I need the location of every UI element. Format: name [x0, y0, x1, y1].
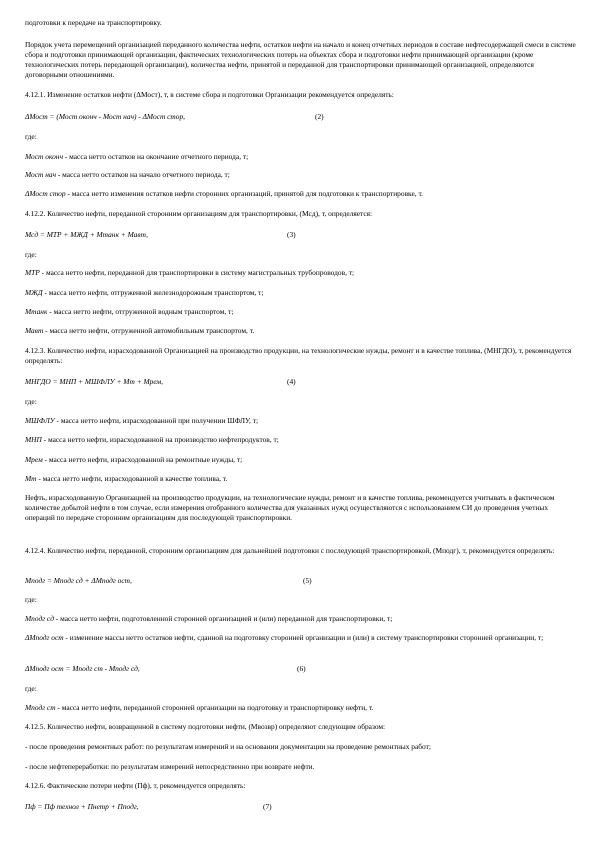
definition-p12: [25, 326, 577, 336]
definition-symbol: Мтанк: [25, 307, 48, 316]
paragraph-p19: Нефть, израсходованную Организацией на производство продукции, на технологические нужды, ремонт и в качестве топлива, рекомендуется учитывать в фактическом количестве добытой нефти в том случае, если измерения отобранного количества для указанных нужд осуществляются с использованием СИ до проведения учетных операций по передаче сторонним организациям для последующей транспортировки.: [25, 493, 555, 522]
definition-p10: [25, 288, 577, 298]
paragraph-p8: где:: [25, 250, 37, 259]
definition-text: - масса нетто изменения остатков нефти сторонних организаций, принятой для подготовки к транспортировке, т.: [65, 189, 423, 198]
definition-p22: [25, 614, 577, 624]
definition-symbol: Мавт: [25, 326, 44, 335]
definition-text: - масса нетто нефти, израсходованной в качестве топлива, т.: [36, 474, 228, 483]
formula-number: (6): [297, 664, 306, 673]
definition-p25: [25, 703, 577, 713]
definition-symbol: ΔМост стор: [25, 189, 66, 198]
definition-text: - масса нетто нефти, израсходованной на ремонтные нужды, т;: [42, 455, 243, 464]
definition-text: - масса нетто нефти, переданной для транспортировки в систему магистральных трубопроводов, т;: [39, 268, 355, 277]
definition-p4: [25, 152, 577, 162]
definition-p23: [25, 633, 577, 643]
formula-text: ΔМподг ост = Мподг ст - Мподг сд,: [25, 664, 140, 673]
paragraph-p14: где:: [25, 397, 37, 406]
formula-number: (3): [287, 230, 296, 239]
paragraph-p21: где:: [25, 595, 37, 604]
definition-p5: [25, 170, 577, 180]
definition-text: - масса нетто нефти, отгруженной железнодорожным транспортом, т;: [42, 288, 264, 297]
definition-p9: [25, 268, 577, 278]
definition-symbol: МШФЛУ: [25, 416, 55, 425]
formula-text: МНГДО = МНП + МШФЛУ + Мт + Мрем,: [25, 377, 163, 386]
definition-text: - масса нетто нефти, отгруженной автомобильным транспортом, т.: [43, 326, 255, 335]
formula-number: (5): [303, 576, 312, 585]
paragraph-p3: где:: [25, 132, 37, 141]
formula-number: (4): [287, 377, 296, 386]
definition-text: - масса нетто нефти, подготовленной сторонней организацией и (или) переданной для транспортировки, т;: [53, 614, 393, 623]
definition-symbol: МТР: [25, 268, 40, 277]
paragraph-p0: подготовки к передаче на транспортировку.: [25, 18, 162, 27]
formula-f23: [25, 664, 577, 674]
formula-f20: [25, 576, 577, 586]
definition-p18: [25, 474, 577, 484]
formula-number: (2): [315, 112, 324, 121]
definition-p17: [25, 455, 577, 465]
definition-symbol: Мрем: [25, 455, 43, 464]
paragraph-p2: 4.12.1. Изменение остатков нефти (ΔМост), т, в системе сбора и подготовки Организации рекомендуется определять:: [25, 90, 394, 99]
paragraph-p13: 4.12.3. Количество нефти, израсходованной Организацией на производство продукции, на технологические нужды, ремонт и в качестве топлива, (МНГДО), т, рекомендуется определять:: [25, 346, 572, 365]
paragraph-p28: - после нефтепереработки: по результатам измерений непосредственно при возврате нефти.: [25, 762, 315, 771]
formula-text: ΔМост = (Мост оконч - Мост нач) - ΔМост стор,: [25, 112, 185, 121]
definition-symbol: Мподг ст: [25, 703, 56, 712]
formula-number: (7): [263, 802, 272, 811]
definition-p15: [25, 416, 577, 426]
definition-text: - изменение массы нетто остатков нефти, сданной на подготовку сторонней организации и (или) в систему транспортировки сторонней организации, т;: [63, 633, 544, 642]
paragraph-p24: где:: [25, 684, 37, 693]
definition-symbol: Мост оконч: [25, 152, 63, 161]
definition-p16: [25, 435, 577, 445]
paragraph-p26: 4.12.5. Количество нефти, возвращенной в систему подготовки нефти, (Мвозвр) определяют следующим образом:: [25, 722, 386, 731]
definition-symbol: ΔМподг ост: [25, 633, 64, 642]
definition-text: - масса нетто нефти, переданной сторонней организации на подготовку и транспортировку нефти, т.: [55, 703, 374, 712]
definition-text: - масса нетто нефти, отгруженной водным транспортом, т;: [47, 307, 234, 316]
paragraph-p27: - после проведения ремонтных работ: по результатам измерений и на основании документации на проведение ремонтных работ;: [25, 742, 431, 751]
paragraph-p7: 4.12.2. Количество нефти, переданной сторонним организациям для транспортировки, (Мсд), т, определяется:: [25, 209, 373, 218]
definition-p11: [25, 307, 577, 317]
definition-text: - масса нетто остатков на окончание отчетного периода, т;: [62, 152, 249, 161]
paragraph-p20: 4.12.4. Количество нефти, переданной, сторонним организациям для дальнейшей подготовки с последующей транспортировкой, (Мподг), т, рекомендуется определять:: [25, 546, 555, 555]
formula-f2: [25, 112, 577, 122]
definition-symbol: МНП: [25, 435, 42, 444]
definition-text: - масса нетто остатков на начало отчетного периода, т;: [56, 170, 230, 179]
formula-f13: [25, 377, 577, 387]
definition-symbol: МЖД: [25, 288, 43, 297]
definition-p6: [25, 189, 577, 199]
paragraph-p29: 4.12.6. Фактические потери нефти (Пф), т, рекомендуется определять:: [25, 781, 246, 790]
definition-symbol: Мт: [25, 474, 37, 483]
paragraph-p1: Порядок учета перемещений организацией переданного количества нефти, остатков нефти на начало и конец отчетных периодов в составе нефтесодержащей смеси в системе сбора и подготовки принимающей организации, фактических технологических потерь на объектах сбора и подготовки нефти принимающей организации (кроме технологических потерь передающей организации), количества нефти, принятой и переданной для транспортировки принимающей организацией, определяются договорными отношениями.: [25, 40, 576, 79]
definition-symbol: Мподг сд: [25, 614, 54, 623]
formula-f7: [25, 230, 577, 240]
formula-text: Мсд = МТР + МЖД + Мтанк + Мавт,: [25, 230, 148, 239]
definition-text: - масса нетто нефти, израсходованной при получении ШФЛУ, т;: [54, 416, 258, 425]
formula-f29: [25, 802, 577, 812]
definition-text: - масса нетто нефти, израсходованной на производство нефтепродуктов, т;: [41, 435, 279, 444]
definition-symbol: Мост нач: [25, 170, 57, 179]
formula-text: Мподг = Мподг сд + ΔМподг ост,: [25, 576, 132, 585]
formula-text: Пф = Пф технол + Пнетр + Пподг,: [25, 802, 139, 811]
